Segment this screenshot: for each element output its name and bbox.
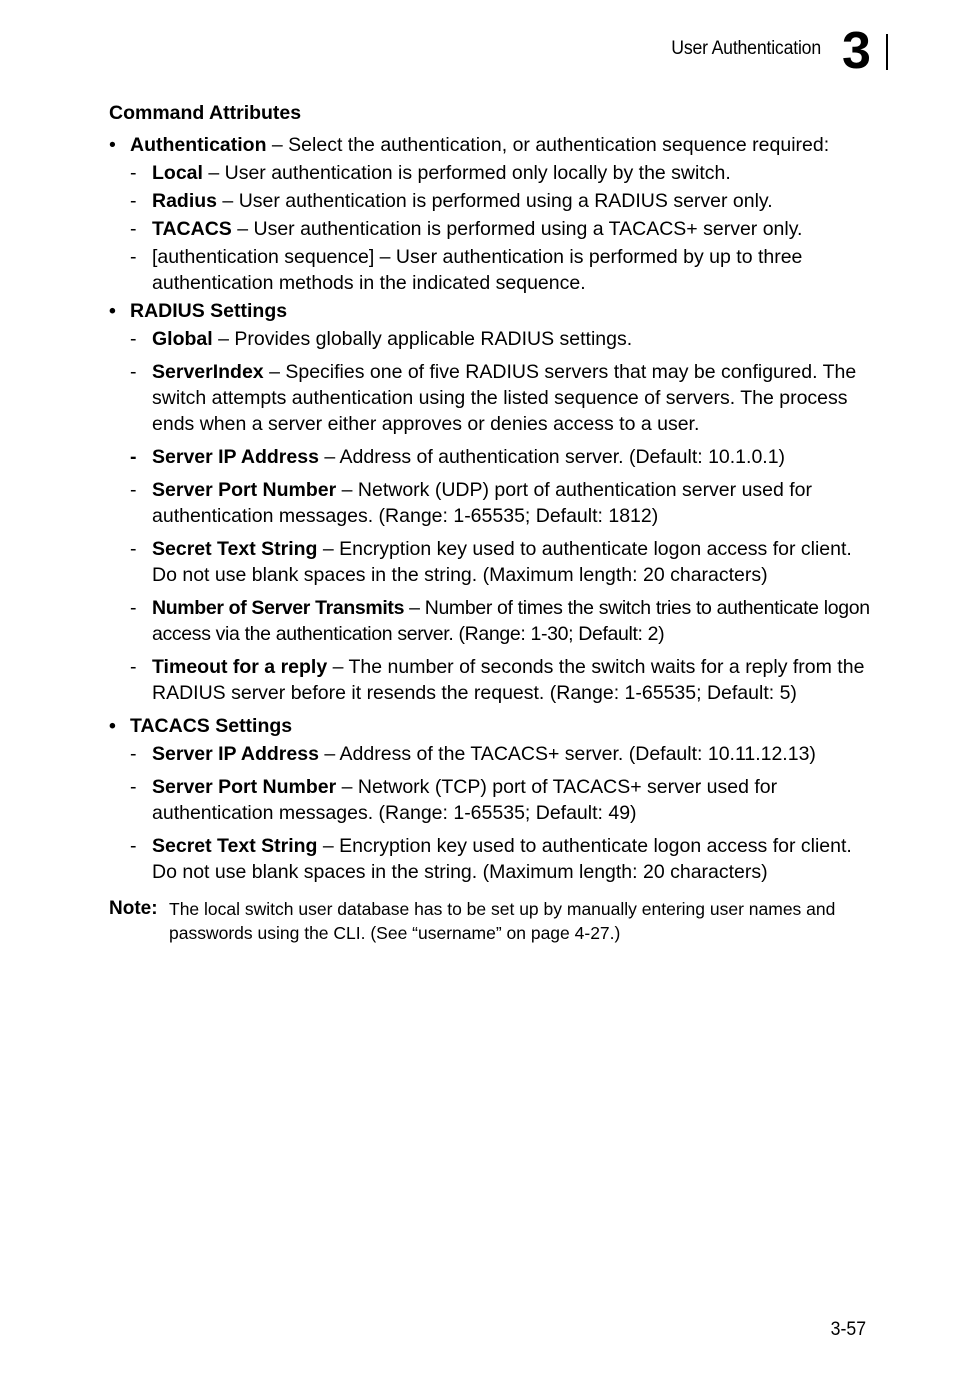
item-text: – User authentication is performed using a TACACS+ server only. xyxy=(231,218,803,240)
list-item xyxy=(109,774,879,826)
item-text: – Network (TCP) port of TACACS+ server used for authentication messages. (Range: 1-65535; Default: 49) xyxy=(152,776,778,824)
bullet-title: RADIUS Settings xyxy=(130,300,288,322)
list-item xyxy=(109,536,879,588)
note xyxy=(109,897,879,945)
dash-icon: - xyxy=(130,656,137,678)
item-term: Local xyxy=(152,162,203,184)
item-term: ServerIndex xyxy=(152,361,264,383)
chapter-number: 3 xyxy=(842,22,871,80)
item-text: – Number of times the switch tries to authenticate logon access via the authentication server. (Range: 1-30; Default: 2) xyxy=(152,597,870,645)
item-term: Server Port Number xyxy=(152,479,337,501)
bullet-radius-settings xyxy=(109,298,879,324)
bullet-tacacs-settings xyxy=(109,713,879,739)
chapter-divider xyxy=(886,34,888,70)
item-text: – Encryption key used to authenticate logon access for client. Do not use blank spaces in the string. (Maximum length: 20 characters) xyxy=(152,538,852,586)
list-item xyxy=(109,444,879,470)
dash-icon: - xyxy=(130,538,137,560)
list-item xyxy=(109,326,879,352)
item-text: – Address of authentication server. (Default: 10.1.0.1) xyxy=(318,446,786,468)
dash-icon: - xyxy=(130,835,137,857)
list-item xyxy=(109,654,879,706)
item-text: – The number of seconds the switch waits for a reply from the RADIUS server before it resends the request. (Range: 1-65535; Default: 5) xyxy=(152,656,865,704)
item-text: [authentication sequence] – User authentication is performed by up to three authentication methods in the indicated sequence. xyxy=(152,246,803,294)
item-term: Radius xyxy=(152,190,218,212)
bullet-authentication xyxy=(109,132,879,158)
list-item xyxy=(109,216,879,242)
bullet-description: – Select the authentication, or authentication sequence required: xyxy=(266,134,830,156)
item-term: TACACS xyxy=(152,218,232,240)
item-term: Global xyxy=(152,328,213,350)
item-text: – Specifies one of five RADIUS servers that may be configured. The switch attempts authentication using the listed sequence of servers. The process ends when a server either approves or denies access to a user. xyxy=(152,361,857,435)
dash-icon: - xyxy=(130,361,137,383)
list-item xyxy=(109,244,879,296)
bullet-title: TACACS Settings xyxy=(130,715,293,737)
bullet-icon: • xyxy=(109,715,116,737)
item-text: – Provides globally applicable RADIUS settings. xyxy=(212,328,633,350)
list-item xyxy=(109,833,879,885)
list-item xyxy=(109,160,879,186)
item-text: – Address of the TACACS+ server. (Default: 10.11.12.13) xyxy=(318,743,816,765)
item-text: – Network (UDP) port of authentication server used for authentication messages. (Range: 1-65535; Default: 1812) xyxy=(152,479,813,527)
page-body xyxy=(109,100,879,945)
dash-icon: - xyxy=(130,479,137,501)
dash-icon: - xyxy=(130,446,137,468)
item-term: Server IP Address xyxy=(152,446,319,468)
dash-icon: - xyxy=(130,743,137,765)
dash-icon: - xyxy=(130,162,137,184)
list-item xyxy=(109,477,879,529)
bullet-icon: • xyxy=(109,300,116,322)
dash-icon: - xyxy=(130,776,137,798)
item-text: – Encryption key used to authenticate logon access for client. Do not use blank spaces in the string. (Maximum length: 20 characters) xyxy=(152,835,852,883)
note-text: The local switch user database has to be set up by manually entering user names and passwords using the CLI. (See “username” on page 4-27.) xyxy=(169,899,836,943)
item-term: Secret Text String xyxy=(152,538,318,560)
item-term: Server Port Number xyxy=(152,776,337,798)
item-term: Number of Server Transmits xyxy=(152,597,405,619)
item-term: Secret Text String xyxy=(152,835,318,857)
header-title: User Authentication xyxy=(671,38,821,59)
list-item xyxy=(109,595,879,647)
list-item xyxy=(109,359,879,437)
dash-icon: - xyxy=(130,328,137,350)
item-term: Timeout for a reply xyxy=(152,656,328,678)
item-term: Server IP Address xyxy=(152,743,319,765)
dash-icon: - xyxy=(130,218,137,240)
dash-icon: - xyxy=(130,246,137,268)
list-item xyxy=(109,741,879,767)
page-number: 3-57 xyxy=(830,1319,866,1340)
dash-icon: - xyxy=(130,597,137,619)
bullet-title: Authentication xyxy=(130,134,267,156)
section-heading: Command Attributes xyxy=(109,102,302,124)
item-text: – User authentication is performed using a RADIUS server only. xyxy=(217,190,773,212)
note-label: Note: xyxy=(109,898,158,919)
list-item xyxy=(109,188,879,214)
bullet-icon: • xyxy=(109,134,116,156)
dash-icon: - xyxy=(130,190,137,212)
item-text: – User authentication is performed only locally by the switch. xyxy=(202,162,731,184)
